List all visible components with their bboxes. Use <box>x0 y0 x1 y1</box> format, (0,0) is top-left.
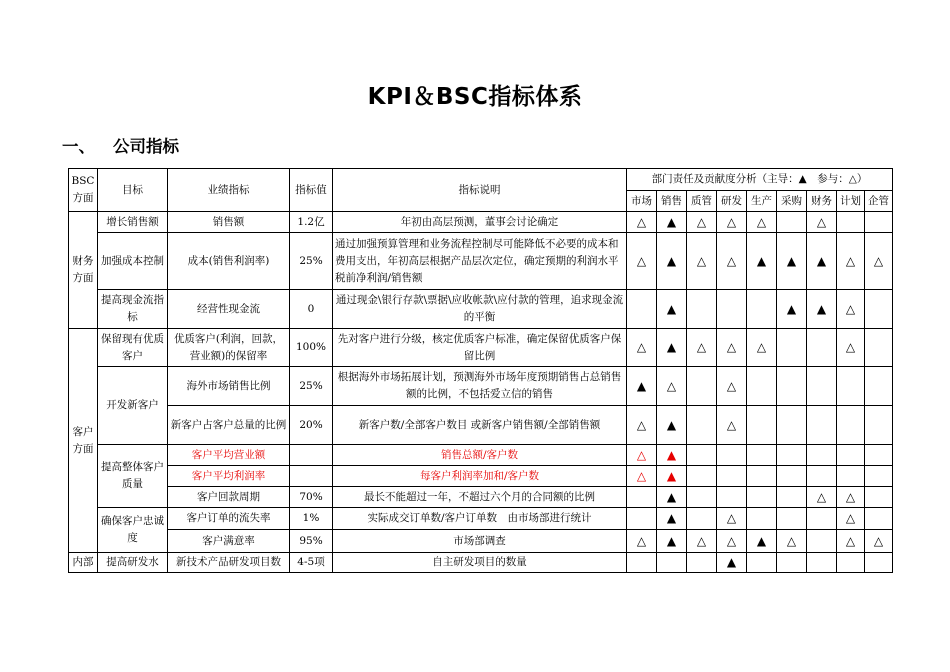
table-row <box>69 530 893 553</box>
mark-cell <box>627 508 657 530</box>
mark-cell: ▲ <box>657 508 687 530</box>
desc-cell: 通过加强预算管理和业务流程控制尽可能降低不必要的成本和费用支出，年初高层根据产品层次定位，确定预期的利润水平 税前净利润/销售额 <box>333 233 627 290</box>
mark-cell: ▲ <box>627 367 657 406</box>
value-cell: 25% <box>290 233 333 290</box>
aspect-cell: 客户方面 <box>69 329 98 553</box>
mark-cell <box>747 508 777 530</box>
mark-cell: △ <box>627 530 657 553</box>
mark-cell: △ <box>717 367 747 406</box>
kpi-cell: 成本(销售利润率) <box>168 233 290 290</box>
desc-cell: 通过现金\银行存款\票据\应收帐款\应付款的管理，追求现金流的平衡 <box>333 290 627 329</box>
dept-header: 生产 <box>747 191 777 212</box>
goal-cell: 确保客户忠诚度 <box>98 508 168 553</box>
mark-cell: △ <box>687 212 717 233</box>
table-row <box>69 487 893 508</box>
mark-cell <box>777 445 807 466</box>
desc-cell: 根据海外市场拓展计划，预测海外市场年度预期销售占总销售额的比例，不包括爱立信的销售 <box>333 367 627 406</box>
mark-cell <box>807 406 837 445</box>
mark-cell <box>865 553 893 573</box>
mark-cell: △ <box>627 233 657 290</box>
header-bsc: BSC方面 <box>69 169 98 212</box>
dept-header: 计划 <box>837 191 865 212</box>
mark-cell <box>865 487 893 508</box>
mark-cell <box>747 445 777 466</box>
mark-cell <box>747 367 777 406</box>
dept-header: 财务 <box>807 191 837 212</box>
mark-cell: ▲ <box>747 233 777 290</box>
mark-cell: △ <box>717 329 747 367</box>
mark-cell <box>717 466 747 487</box>
mark-cell: △ <box>717 233 747 290</box>
mark-cell <box>865 367 893 406</box>
kpi-cell: 新客户占客户总量的比例 <box>168 406 290 445</box>
mark-cell: △ <box>747 329 777 367</box>
section-number: 一、 <box>62 137 95 156</box>
desc-cell: 最长不能超过一年，不超过六个月的合同额的比例 <box>333 487 627 508</box>
value-cell: 20% <box>290 406 333 445</box>
kpi-cell: 客户回款周期 <box>168 487 290 508</box>
mark-cell: △ <box>807 212 837 233</box>
goal-cell: 提高现金流指标 <box>98 290 168 329</box>
mark-cell: △ <box>627 466 657 487</box>
value-cell: 25% <box>290 367 333 406</box>
table-row <box>69 233 893 290</box>
mark-cell <box>717 445 747 466</box>
mark-cell: ▲ <box>777 290 807 329</box>
mark-cell <box>777 367 807 406</box>
header-goal: 目标 <box>98 169 168 212</box>
mark-cell <box>687 406 717 445</box>
table-row <box>69 553 893 573</box>
mark-cell <box>777 212 807 233</box>
page-title: KPI＆BSC指标体系 <box>367 84 583 110</box>
desc-cell: 每客户利润率加和/客户数 <box>333 466 627 487</box>
kpi-cell: 海外市场销售比例 <box>168 367 290 406</box>
mark-cell: △ <box>717 508 747 530</box>
mark-cell <box>747 487 777 508</box>
mark-cell: △ <box>657 367 687 406</box>
mark-cell <box>807 508 837 530</box>
desc-cell: 新客户数/全部客户数目 或新客户销售额/全部销售额 <box>333 406 627 445</box>
mark-cell <box>807 329 837 367</box>
mark-cell <box>865 329 893 367</box>
mark-cell: △ <box>717 406 747 445</box>
mark-cell <box>687 508 717 530</box>
mark-cell <box>837 367 865 406</box>
mark-cell: △ <box>627 329 657 367</box>
mark-cell: ▲ <box>717 553 747 573</box>
dept-header: 质管 <box>687 191 717 212</box>
table-row <box>69 466 893 487</box>
mark-cell: △ <box>837 487 865 508</box>
desc-cell: 实际成交订单数/客户订单数 由市场部进行统计 <box>333 508 627 530</box>
mark-cell <box>687 290 717 329</box>
mark-cell: △ <box>627 212 657 233</box>
mark-cell: ▲ <box>657 233 687 290</box>
mark-cell <box>717 290 747 329</box>
mark-cell: ▲ <box>657 406 687 445</box>
value-cell: 100% <box>290 329 333 367</box>
mark-cell <box>777 406 807 445</box>
mark-cell <box>807 553 837 573</box>
mark-cell: △ <box>687 233 717 290</box>
value-cell <box>290 445 333 466</box>
mark-cell <box>777 508 807 530</box>
goal-cell: 开发新客户 <box>98 367 168 445</box>
mark-cell <box>687 367 717 406</box>
mark-cell: ▲ <box>657 212 687 233</box>
mark-cell <box>687 466 717 487</box>
mark-cell <box>807 530 837 553</box>
goal-cell: 增长销售额 <box>98 212 168 233</box>
goal-cell: 保留现有优质客户 <box>98 329 168 367</box>
table-row <box>69 329 893 367</box>
mark-cell: △ <box>807 487 837 508</box>
mark-cell <box>777 553 807 573</box>
mark-cell <box>865 212 893 233</box>
dept-header: 采购 <box>777 191 807 212</box>
mark-cell <box>717 487 747 508</box>
header-kpi: 业绩指标 <box>168 169 290 212</box>
mark-cell: △ <box>837 290 865 329</box>
mark-cell: ▲ <box>657 445 687 466</box>
mark-cell: △ <box>865 233 893 290</box>
mark-cell <box>807 367 837 406</box>
mark-cell <box>777 329 807 367</box>
desc-cell: 自主研发项目的数量 <box>333 553 627 573</box>
kpi-cell: 新技术产品研发项目数 <box>168 553 290 573</box>
desc-cell: 先对客户进行分级，核定优质客户标准，确定保留优质客户保留比例 <box>333 329 627 367</box>
mark-cell <box>627 553 657 573</box>
dept-header: 市场 <box>627 191 657 212</box>
mark-cell: △ <box>747 212 777 233</box>
mark-cell: ▲ <box>657 530 687 553</box>
header-desc: 指标说明 <box>333 169 627 212</box>
table-row <box>69 290 893 329</box>
mark-cell <box>747 553 777 573</box>
table-row <box>69 406 893 445</box>
kpi-cell: 优质客户(利润，回款，营业额)的保留率 <box>168 329 290 367</box>
mark-cell: △ <box>627 406 657 445</box>
mark-cell: △ <box>837 508 865 530</box>
mark-cell: ▲ <box>807 233 837 290</box>
mark-cell: △ <box>837 329 865 367</box>
goal-cell: 加强成本控制 <box>98 233 168 290</box>
aspect-cell: 内部 <box>69 553 98 573</box>
kpi-cell: 销售额 <box>168 212 290 233</box>
table-row <box>69 212 893 233</box>
value-cell: 70% <box>290 487 333 508</box>
mark-cell: ▲ <box>657 466 687 487</box>
kpi-cell: 客户订单的流失率 <box>168 508 290 530</box>
dept-header: 研发 <box>717 191 747 212</box>
desc-cell: 市场部调查 <box>333 530 627 553</box>
mark-cell: △ <box>837 233 865 290</box>
section-label: 公司指标 <box>113 137 179 156</box>
mark-cell: △ <box>717 212 747 233</box>
mark-cell: △ <box>687 329 717 367</box>
kpi-cell: 经营性现金流 <box>168 290 290 329</box>
mark-cell: ▲ <box>657 487 687 508</box>
value-cell: 95% <box>290 530 333 553</box>
mark-cell <box>777 487 807 508</box>
header-dept-title: 部门责任及贡献度分析（主导：▲ 参与：△） <box>627 169 893 191</box>
header-value: 指标值 <box>290 169 333 212</box>
mark-cell: △ <box>687 530 717 553</box>
mark-cell <box>837 553 865 573</box>
mark-cell <box>865 406 893 445</box>
mark-cell <box>687 445 717 466</box>
value-cell: 1% <box>290 508 333 530</box>
desc-cell: 销售总额/客户数 <box>333 445 627 466</box>
value-cell: 0 <box>290 290 333 329</box>
goal-cell: 提高整体客户质量 <box>98 445 168 508</box>
mark-cell <box>865 290 893 329</box>
mark-cell: △ <box>627 445 657 466</box>
mark-cell <box>837 212 865 233</box>
section-heading <box>62 133 179 157</box>
kpi-table <box>68 168 893 573</box>
mark-cell <box>837 406 865 445</box>
mark-cell <box>687 487 717 508</box>
kpi-cell: 客户满意率 <box>168 530 290 553</box>
mark-cell: ▲ <box>777 233 807 290</box>
goal-cell: 提高研发水 <box>98 553 168 573</box>
mark-cell <box>687 553 717 573</box>
value-cell <box>290 466 333 487</box>
mark-cell <box>627 290 657 329</box>
mark-cell <box>807 466 837 487</box>
table-row <box>69 367 893 406</box>
kpi-cell: 客户平均利润率 <box>168 466 290 487</box>
mark-cell <box>837 445 865 466</box>
dept-header: 企管 <box>865 191 893 212</box>
value-cell: 4-5项 <box>290 553 333 573</box>
mark-cell <box>627 487 657 508</box>
mark-cell <box>807 445 837 466</box>
mark-cell: △ <box>865 530 893 553</box>
mark-cell: ▲ <box>657 329 687 367</box>
desc-cell: 年初由高层预测，董事会讨论确定 <box>333 212 627 233</box>
value-cell: 1.2亿 <box>290 212 333 233</box>
mark-cell <box>747 406 777 445</box>
mark-cell: ▲ <box>747 530 777 553</box>
mark-cell <box>747 466 777 487</box>
kpi-cell: 客户平均营业额 <box>168 445 290 466</box>
mark-cell: ▲ <box>807 290 837 329</box>
mark-cell: △ <box>837 530 865 553</box>
mark-cell <box>777 466 807 487</box>
mark-cell <box>747 290 777 329</box>
mark-cell <box>837 466 865 487</box>
mark-cell <box>865 445 893 466</box>
mark-cell <box>865 508 893 530</box>
mark-cell: ▲ <box>657 290 687 329</box>
table-row <box>69 445 893 466</box>
aspect-cell: 财务方面 <box>69 212 98 329</box>
mark-cell <box>657 553 687 573</box>
mark-cell: △ <box>777 530 807 553</box>
table-row <box>69 508 893 530</box>
mark-cell: △ <box>717 530 747 553</box>
dept-header: 销售 <box>657 191 687 212</box>
mark-cell <box>865 466 893 487</box>
